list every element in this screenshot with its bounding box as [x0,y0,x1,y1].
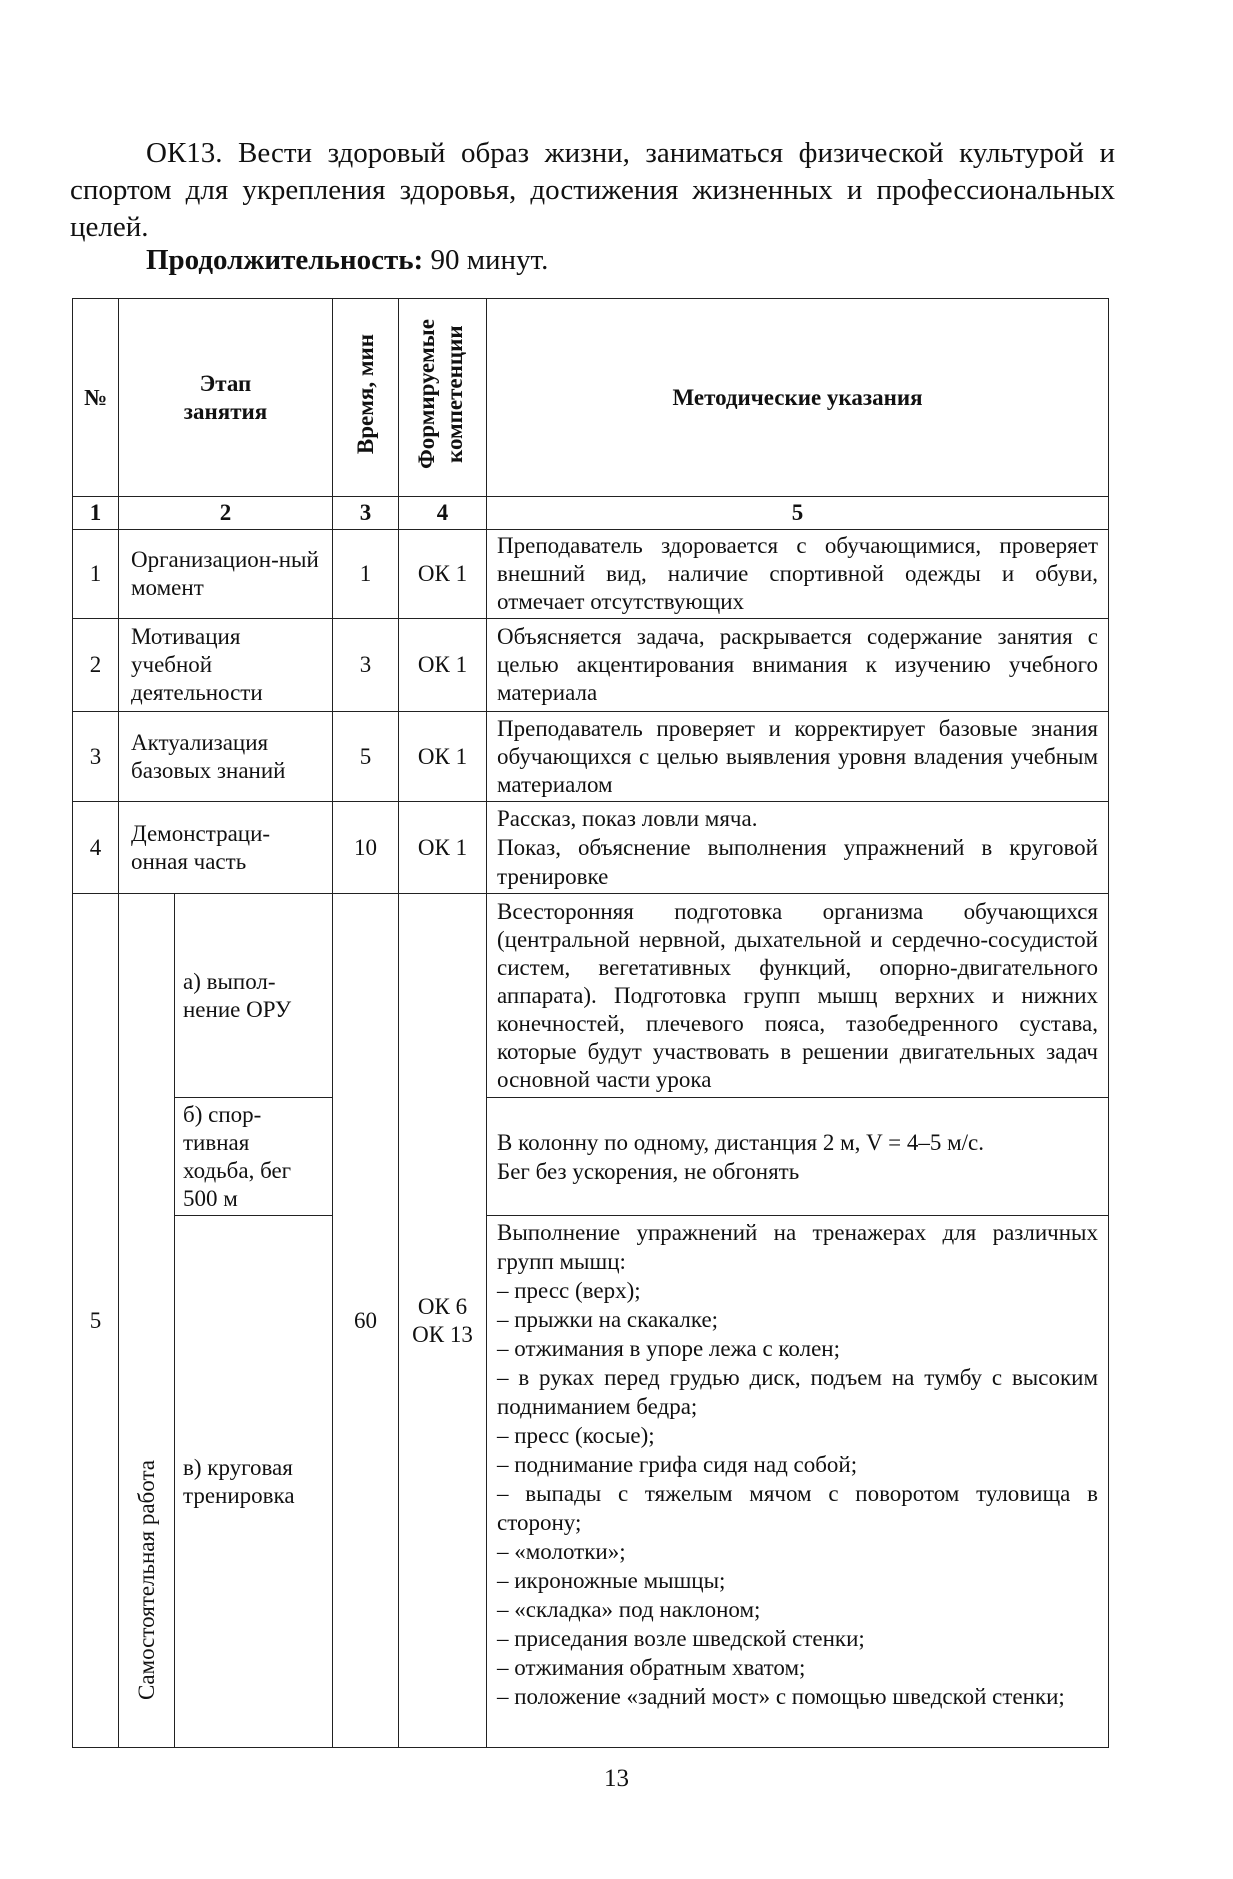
row-num: 4 [73,802,119,894]
guidance-line: Рассказ, показ ловли мяча. [497,806,758,831]
header-stage: Этап занятия [119,299,333,497]
row-num: 1 [73,530,119,619]
row-competency: ОК 1 [399,712,487,802]
row-time: 60 [333,894,399,1748]
row-guidance: Объясняется задача, раскрывается содержание занятия с целью акцентирования внимания к изучению учебного материала [487,619,1109,712]
guidance-line: – «молотки»; [497,1539,626,1564]
guidance-line: – выпады с тяжелым мячом с поворотом туловища в сторону; [497,1481,1098,1535]
row-guidance [487,1216,1109,1748]
header-time: Время, мин [333,299,399,497]
guidance-line: – положение «задний мост» с помощью шведской стенки; [497,1684,1065,1709]
row-time: 1 [333,530,399,619]
col-number: 2 [119,497,333,530]
row-guidance [487,1098,1109,1216]
header-guidance: Методические указания [487,299,1109,497]
table-row [73,530,1109,619]
row-num: 5 [73,894,119,1748]
row-competency: ОК 1 [399,530,487,619]
row-time: 3 [333,619,399,712]
row-competency: ОК 1 [399,619,487,712]
duration-label: Продолжительность: [146,244,424,276]
guidance-line: Выполнение упражнений на тренажерах для различных групп мышц: [497,1220,1098,1274]
row-num: 2 [73,619,119,712]
row-num: 3 [73,712,119,802]
row-stage: Самостоятельная работа [119,894,175,1748]
ok13-text: ОК13. Вести здоровый образ жизни, заниматься физической культурой и спортом для укрепления здоровья, достижения жизненных и профессиональных целей. [70,137,1115,243]
table-row [73,894,1109,1098]
guidance-line: В колонну по одному, дистанция 2 м, V = 4–5 м/с. [497,1129,984,1155]
row-guidance: Преподаватель здоровается с обучающимися, проверяет внешний вид, наличие спортивной одежды и обуви, отмечает отсутствующих [487,530,1109,619]
guidance-line: – икроножные мышцы; [497,1568,726,1593]
guidance-line: – поднимание грифа сидя над собой; [497,1452,858,1477]
row-competency: ОК 1 [399,802,487,894]
page-number: 13 [604,1765,629,1792]
row-guidance: Всесторонняя подготовка организма обучающихся (центральной нервной, дыхательной и сердечно-сосудистой систем, вегетативных функций, опорно-двигательного аппарата). Подготовка групп мышц верхних и нижних конечностей, плечевого пояса, тазобедренного сустава, которые будут участвовать в решении двигательных задач основной части урока [487,894,1109,1098]
row-time: 5 [333,712,399,802]
table-row [73,619,1109,712]
col-number: 4 [399,497,487,530]
col-number: 5 [487,497,1109,530]
sub-stage: б) спор-тивная ходьба, бег 500 м [175,1098,333,1216]
table-row [73,1216,1109,1748]
column-number-row [73,497,1109,530]
table-row [73,1098,1109,1216]
row-time: 10 [333,802,399,894]
row-stage: Демонстраци-онная часть [119,802,333,894]
table-row [73,802,1109,894]
lesson-plan-table [72,298,1109,1748]
header-row [73,299,1109,497]
row-stage: Актуализация базовых знаний [119,712,333,802]
duration-value: 90 минут. [423,244,549,276]
row-competency: ОК 6 ОК 13 [399,894,487,1748]
row-guidance: Преподаватель проверяет и корректирует базовые знания обучающихся с целью выявления уровня владения учебным материалом [487,712,1109,802]
guidance-line: – приседания возле шведской стенки; [497,1626,865,1651]
sub-stage: а) выпол-нение ОРУ [175,894,333,1098]
header-competencies: Формируемые компетенции [399,299,487,497]
header-num: № [73,299,119,497]
guidance-line: Показ, объяснение выполнения упражнений в круговой тренировке [497,835,1098,889]
guidance-line: – пресс (верх); [497,1278,641,1303]
sub-stage: в) круговая тренировка [175,1216,333,1748]
guidance-line: – «складка» под наклоном; [497,1597,761,1622]
guidance-line: Бег без ускорения, не обгонять [497,1158,800,1184]
guidance-line: – пресс (косые); [497,1423,655,1448]
duration-line [146,242,548,279]
row-guidance [487,802,1109,894]
guidance-line: – отжимания в упоре лежа с колен; [497,1336,840,1361]
guidance-line: – отжимания обратным хватом; [497,1655,806,1680]
guidance-line: – прыжки на скакалке; [497,1307,719,1332]
table-row [73,712,1109,802]
col-number: 3 [333,497,399,530]
row-stage: Мотивация учебной деятельности [119,619,333,712]
intro-paragraph [70,135,1115,246]
row-stage: Организацион-ный момент [119,530,333,619]
guidance-line: – в руках перед грудью диск, подъем на тумбу с высоким подниманием бедра; [497,1365,1098,1419]
col-number: 1 [73,497,119,530]
